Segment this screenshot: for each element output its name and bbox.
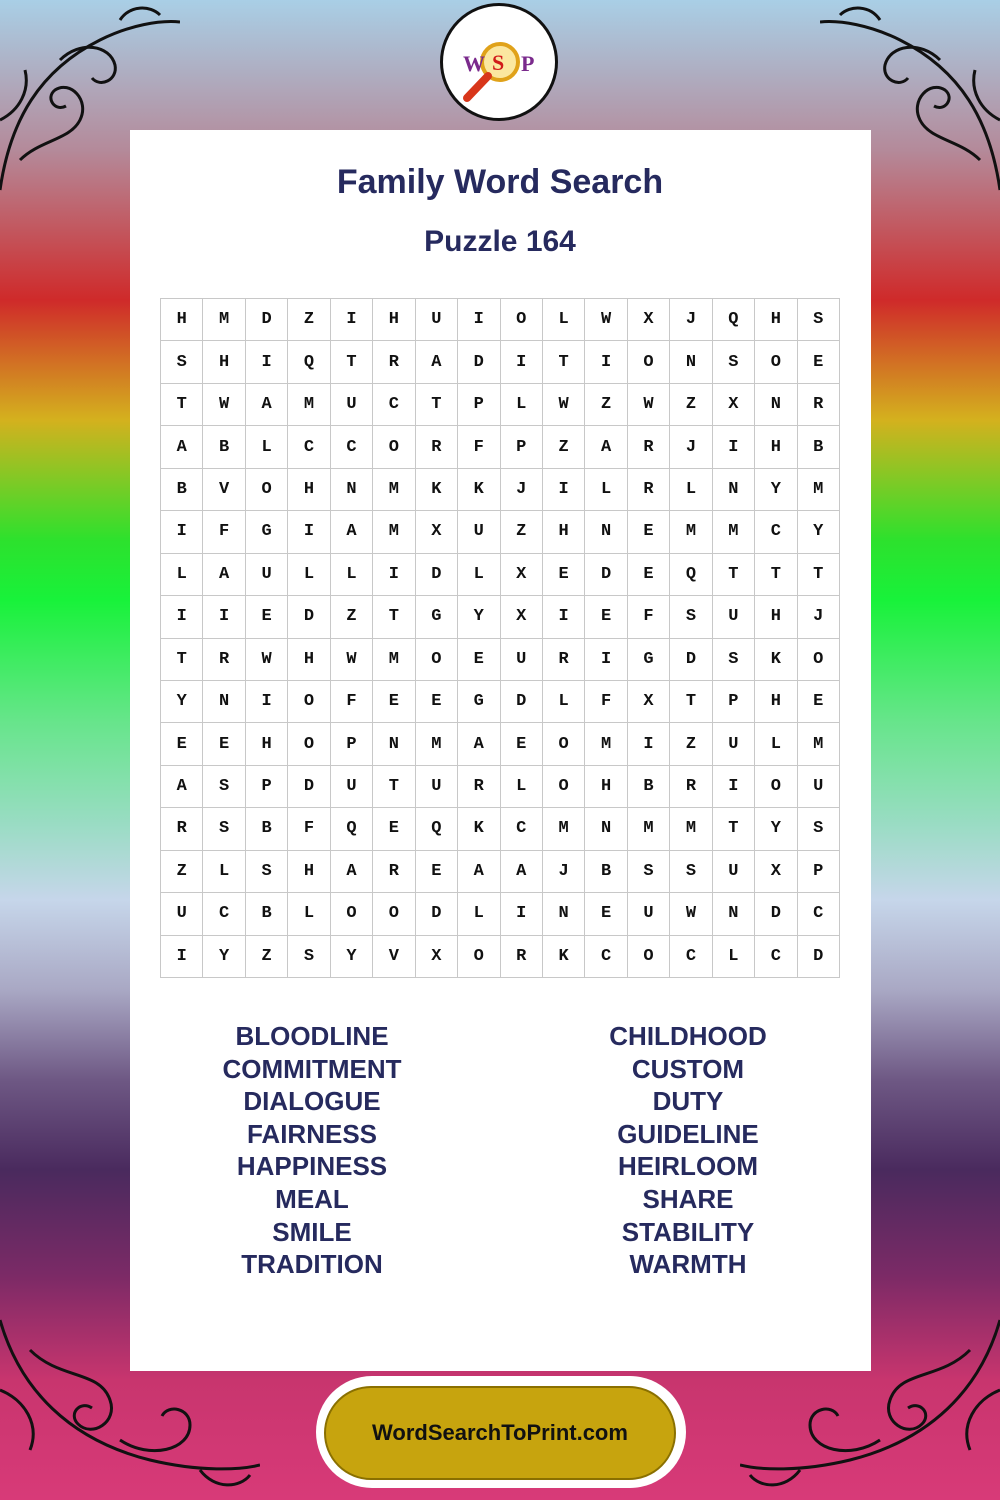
grid-cell: P: [501, 426, 543, 468]
grid-cell: U: [458, 511, 500, 553]
grid-cell: Z: [331, 596, 373, 638]
grid-cell: H: [755, 426, 797, 468]
word-list-item: SMILE: [272, 1216, 352, 1247]
grid-cell: A: [416, 341, 458, 383]
grid-cell: N: [585, 808, 627, 850]
grid-cell: J: [543, 851, 585, 893]
grid-cell: C: [501, 808, 543, 850]
grid-cell: J: [670, 426, 712, 468]
grid-cell: T: [161, 639, 203, 681]
grid-cell: K: [458, 469, 500, 511]
grid-cell: I: [543, 596, 585, 638]
letter-grid: [160, 298, 840, 978]
grid-cell: H: [288, 851, 330, 893]
grid-cell: R: [373, 851, 415, 893]
grid-cell: E: [543, 554, 585, 596]
grid-cell: L: [670, 469, 712, 511]
grid-cell: G: [458, 681, 500, 723]
grid-cell: C: [288, 426, 330, 468]
grid-cell: N: [373, 723, 415, 765]
grid-cell: B: [246, 808, 288, 850]
word-list-item: MEAL: [275, 1183, 349, 1214]
grid-cell: T: [161, 384, 203, 426]
grid-cell: T: [670, 681, 712, 723]
grid-cell: G: [416, 596, 458, 638]
grid-cell: R: [416, 426, 458, 468]
grid-cell: M: [543, 808, 585, 850]
grid-cell: C: [203, 893, 245, 935]
grid-cell: M: [203, 299, 245, 341]
grid-cell: Q: [288, 341, 330, 383]
grid-cell: N: [670, 341, 712, 383]
word-list-item: GUIDELINE: [617, 1118, 759, 1149]
grid-cell: I: [288, 511, 330, 553]
grid-cell: J: [670, 299, 712, 341]
grid-cell: M: [670, 808, 712, 850]
grid-cell: L: [458, 893, 500, 935]
grid-cell: M: [798, 723, 840, 765]
grid-cell: E: [458, 639, 500, 681]
word-list-item: BLOODLINE: [235, 1021, 389, 1051]
grid-cell: K: [543, 936, 585, 978]
grid-cell: X: [416, 936, 458, 978]
grid-cell: Y: [161, 681, 203, 723]
grid-cell: D: [798, 936, 840, 978]
grid-cell: D: [755, 893, 797, 935]
grid-cell: T: [373, 766, 415, 808]
grid-cell: L: [288, 554, 330, 596]
grid-cell: S: [798, 299, 840, 341]
word-list-item: COMMITMENT: [222, 1053, 402, 1084]
grid-cell: X: [416, 511, 458, 553]
word-list-item: CUSTOM: [631, 1053, 745, 1084]
grid-cell: D: [246, 299, 288, 341]
grid-cell: Z: [288, 299, 330, 341]
grid-cell: U: [713, 596, 755, 638]
grid-cell: Z: [543, 426, 585, 468]
grid-cell: T: [373, 596, 415, 638]
grid-cell: E: [798, 341, 840, 383]
grid-cell: R: [628, 469, 670, 511]
grid-cell: H: [203, 341, 245, 383]
grid-cell: O: [798, 639, 840, 681]
grid-cell: Y: [755, 469, 797, 511]
grid-cell: E: [203, 723, 245, 765]
grid-cell: E: [416, 851, 458, 893]
grid-cell: M: [288, 384, 330, 426]
grid-cell: H: [755, 299, 797, 341]
grid-cell: M: [373, 639, 415, 681]
grid-cell: F: [331, 681, 373, 723]
grid-cell: G: [246, 511, 288, 553]
grid-cell: H: [246, 723, 288, 765]
grid-cell: Z: [670, 384, 712, 426]
grid-cell: U: [628, 893, 670, 935]
grid-cell: F: [628, 596, 670, 638]
grid-cell: O: [755, 766, 797, 808]
grid-cell: O: [373, 426, 415, 468]
grid-cell: D: [670, 639, 712, 681]
grid-cell: M: [373, 511, 415, 553]
grid-cell: Y: [798, 511, 840, 553]
word-list-item: HAPPINESS: [236, 1151, 388, 1182]
grid-cell: U: [416, 299, 458, 341]
grid-cell: I: [203, 596, 245, 638]
grid-cell: E: [373, 681, 415, 723]
grid-cell: O: [288, 723, 330, 765]
grid-cell: Z: [501, 511, 543, 553]
grid-cell: I: [161, 596, 203, 638]
word-list-item: STABILITY: [621, 1216, 755, 1247]
grid-cell: B: [585, 851, 627, 893]
grid-cell: C: [670, 936, 712, 978]
page-title: Family Word Search: [336, 163, 664, 201]
grid-cell: O: [755, 341, 797, 383]
grid-cell: N: [543, 893, 585, 935]
grid-cell: S: [713, 341, 755, 383]
grid-cell: C: [331, 426, 373, 468]
grid-cell: T: [755, 554, 797, 596]
grid-cell: O: [458, 936, 500, 978]
grid-cell: R: [373, 341, 415, 383]
grid-cell: R: [670, 766, 712, 808]
grid-cell: S: [798, 808, 840, 850]
grid-cell: U: [246, 554, 288, 596]
grid-cell: N: [203, 681, 245, 723]
grid-cell: Z: [161, 851, 203, 893]
grid-cell: R: [458, 766, 500, 808]
grid-cell: U: [798, 766, 840, 808]
grid-cell: N: [713, 469, 755, 511]
site-logo[interactable]: [440, 3, 558, 121]
grid-cell: Y: [203, 936, 245, 978]
grid-cell: W: [670, 893, 712, 935]
grid-cell: Y: [458, 596, 500, 638]
grid-cell: E: [246, 596, 288, 638]
grid-cell: I: [501, 341, 543, 383]
grid-cell: S: [670, 851, 712, 893]
grid-cell: R: [161, 808, 203, 850]
grid-cell: A: [203, 554, 245, 596]
grid-cell: K: [755, 639, 797, 681]
logo-letter-s: S: [492, 50, 505, 75]
grid-cell: E: [373, 808, 415, 850]
grid-cell: N: [755, 384, 797, 426]
grid-cell: U: [713, 851, 755, 893]
grid-cell: F: [203, 511, 245, 553]
grid-cell: C: [798, 893, 840, 935]
grid-cell: R: [543, 639, 585, 681]
grid-cell: P: [331, 723, 373, 765]
grid-cell: U: [331, 766, 373, 808]
grid-cell: O: [501, 299, 543, 341]
grid-cell: T: [331, 341, 373, 383]
grid-cell: B: [203, 426, 245, 468]
grid-cell: M: [713, 511, 755, 553]
word-list-item: SHARE: [642, 1183, 734, 1214]
grid-cell: Y: [755, 808, 797, 850]
grid-cell: I: [713, 766, 755, 808]
grid-cell: J: [501, 469, 543, 511]
grid-cell: Q: [670, 554, 712, 596]
grid-cell: A: [458, 851, 500, 893]
grid-cell: I: [246, 681, 288, 723]
grid-cell: H: [755, 596, 797, 638]
website-button[interactable]: WordSearchToPrint.com: [324, 1386, 676, 1480]
grid-cell: O: [628, 341, 670, 383]
grid-cell: I: [543, 469, 585, 511]
grid-cell: Z: [246, 936, 288, 978]
grid-cell: R: [798, 384, 840, 426]
grid-cell: V: [373, 936, 415, 978]
grid-cell: X: [501, 554, 543, 596]
grid-cell: U: [331, 384, 373, 426]
word-list-item: DIALOGUE: [243, 1086, 381, 1117]
logo-letter-w: W: [463, 51, 485, 76]
grid-cell: O: [543, 723, 585, 765]
grid-cell: X: [755, 851, 797, 893]
grid-cell: I: [585, 639, 627, 681]
grid-cell: B: [628, 766, 670, 808]
grid-cell: O: [628, 936, 670, 978]
grid-cell: O: [416, 639, 458, 681]
grid-cell: X: [628, 299, 670, 341]
magnifier-icon: [443, 6, 555, 118]
grid-cell: A: [331, 511, 373, 553]
grid-cell: W: [628, 384, 670, 426]
grid-cell: S: [288, 936, 330, 978]
grid-cell: P: [798, 851, 840, 893]
grid-cell: L: [501, 766, 543, 808]
grid-cell: D: [288, 596, 330, 638]
grid-cell: H: [161, 299, 203, 341]
grid-cell: T: [416, 384, 458, 426]
grid-cell: Q: [416, 808, 458, 850]
grid-cell: L: [585, 469, 627, 511]
grid-cell: W: [331, 639, 373, 681]
grid-cell: N: [331, 469, 373, 511]
word-list-item: HEIRLOOM: [617, 1151, 759, 1182]
grid-cell: W: [246, 639, 288, 681]
grid-cell: I: [713, 426, 755, 468]
grid-cell: I: [373, 554, 415, 596]
grid-cell: A: [585, 426, 627, 468]
puzzle-number: Puzzle 164: [424, 225, 576, 258]
grid-cell: W: [585, 299, 627, 341]
grid-cell: E: [416, 681, 458, 723]
grid-cell: E: [501, 723, 543, 765]
grid-cell: U: [713, 723, 755, 765]
grid-cell: M: [628, 808, 670, 850]
grid-cell: I: [585, 341, 627, 383]
grid-cell: S: [628, 851, 670, 893]
grid-cell: I: [246, 341, 288, 383]
grid-cell: A: [161, 426, 203, 468]
grid-cell: A: [331, 851, 373, 893]
grid-cell: T: [543, 341, 585, 383]
grid-cell: I: [161, 936, 203, 978]
grid-cell: O: [373, 893, 415, 935]
grid-cell: A: [161, 766, 203, 808]
grid-cell: O: [246, 469, 288, 511]
word-list-item: CHILDHOOD: [609, 1021, 767, 1051]
grid-cell: Z: [670, 723, 712, 765]
grid-cell: I: [628, 723, 670, 765]
grid-cell: R: [628, 426, 670, 468]
grid-cell: H: [288, 469, 330, 511]
grid-cell: S: [246, 851, 288, 893]
grid-cell: X: [501, 596, 543, 638]
grid-cell: D: [585, 554, 627, 596]
grid-cell: H: [543, 511, 585, 553]
grid-cell: Q: [713, 299, 755, 341]
grid-cell: D: [416, 554, 458, 596]
grid-cell: M: [585, 723, 627, 765]
grid-cell: Y: [331, 936, 373, 978]
grid-cell: C: [373, 384, 415, 426]
grid-cell: D: [288, 766, 330, 808]
grid-cell: D: [501, 681, 543, 723]
grid-cell: P: [713, 681, 755, 723]
grid-cell: P: [246, 766, 288, 808]
grid-cell: C: [585, 936, 627, 978]
grid-cell: H: [288, 639, 330, 681]
word-list-item: WARMTH: [629, 1249, 747, 1280]
grid-cell: E: [585, 893, 627, 935]
grid-cell: D: [416, 893, 458, 935]
grid-cell: L: [458, 554, 500, 596]
grid-cell: O: [543, 766, 585, 808]
grid-cell: Z: [585, 384, 627, 426]
grid-cell: E: [628, 554, 670, 596]
grid-cell: G: [628, 639, 670, 681]
grid-cell: M: [416, 723, 458, 765]
grid-cell: C: [755, 936, 797, 978]
grid-cell: L: [246, 426, 288, 468]
word-list-item: DUTY: [652, 1086, 724, 1117]
grid-cell: F: [288, 808, 330, 850]
grid-cell: J: [798, 596, 840, 638]
grid-cell: E: [161, 723, 203, 765]
grid-cell: H: [373, 299, 415, 341]
grid-cell: K: [458, 808, 500, 850]
grid-cell: F: [585, 681, 627, 723]
grid-cell: L: [331, 554, 373, 596]
grid-cell: L: [713, 936, 755, 978]
grid-cell: S: [670, 596, 712, 638]
logo-letter-p: P: [521, 51, 535, 76]
grid-cell: W: [543, 384, 585, 426]
grid-cell: I: [458, 299, 500, 341]
grid-cell: S: [161, 341, 203, 383]
grid-cell: U: [416, 766, 458, 808]
grid-cell: E: [628, 511, 670, 553]
grid-cell: L: [543, 681, 585, 723]
grid-cell: I: [161, 511, 203, 553]
grid-cell: U: [161, 893, 203, 935]
grid-cell: Q: [331, 808, 373, 850]
grid-cell: C: [755, 511, 797, 553]
grid-cell: M: [373, 469, 415, 511]
grid-cell: E: [585, 596, 627, 638]
grid-cell: T: [798, 554, 840, 596]
grid-cell: L: [161, 554, 203, 596]
grid-cell: T: [713, 808, 755, 850]
grid-cell: U: [501, 639, 543, 681]
grid-cell: H: [755, 681, 797, 723]
grid-cell: B: [798, 426, 840, 468]
grid-cell: L: [755, 723, 797, 765]
grid-cell: W: [203, 384, 245, 426]
grid-cell: R: [203, 639, 245, 681]
grid-cell: I: [331, 299, 373, 341]
grid-cell: L: [203, 851, 245, 893]
grid-cell: K: [416, 469, 458, 511]
word-list-right: [538, 1020, 838, 1281]
grid-cell: A: [501, 851, 543, 893]
grid-cell: O: [331, 893, 373, 935]
grid-cell: O: [288, 681, 330, 723]
grid-cell: F: [458, 426, 500, 468]
grid-cell: X: [628, 681, 670, 723]
grid-cell: S: [713, 639, 755, 681]
word-list-item: TRADITION: [241, 1249, 383, 1280]
grid-cell: S: [203, 766, 245, 808]
grid-cell: P: [458, 384, 500, 426]
word-list-item: FAIRNESS: [246, 1118, 378, 1149]
grid-cell: N: [585, 511, 627, 553]
grid-cell: A: [246, 384, 288, 426]
grid-cell: B: [161, 469, 203, 511]
grid-cell: A: [458, 723, 500, 765]
grid-cell: B: [246, 893, 288, 935]
grid-cell: N: [713, 893, 755, 935]
grid-cell: R: [501, 936, 543, 978]
grid-cell: L: [501, 384, 543, 426]
grid-cell: E: [798, 681, 840, 723]
grid-cell: X: [713, 384, 755, 426]
grid-cell: L: [543, 299, 585, 341]
grid-cell: M: [798, 469, 840, 511]
grid-cell: I: [501, 893, 543, 935]
word-list-left: [162, 1020, 462, 1281]
grid-cell: M: [670, 511, 712, 553]
grid-cell: L: [288, 893, 330, 935]
grid-cell: D: [458, 341, 500, 383]
grid-cell: H: [585, 766, 627, 808]
grid-cell: T: [713, 554, 755, 596]
grid-cell: V: [203, 469, 245, 511]
grid-cell: S: [203, 808, 245, 850]
